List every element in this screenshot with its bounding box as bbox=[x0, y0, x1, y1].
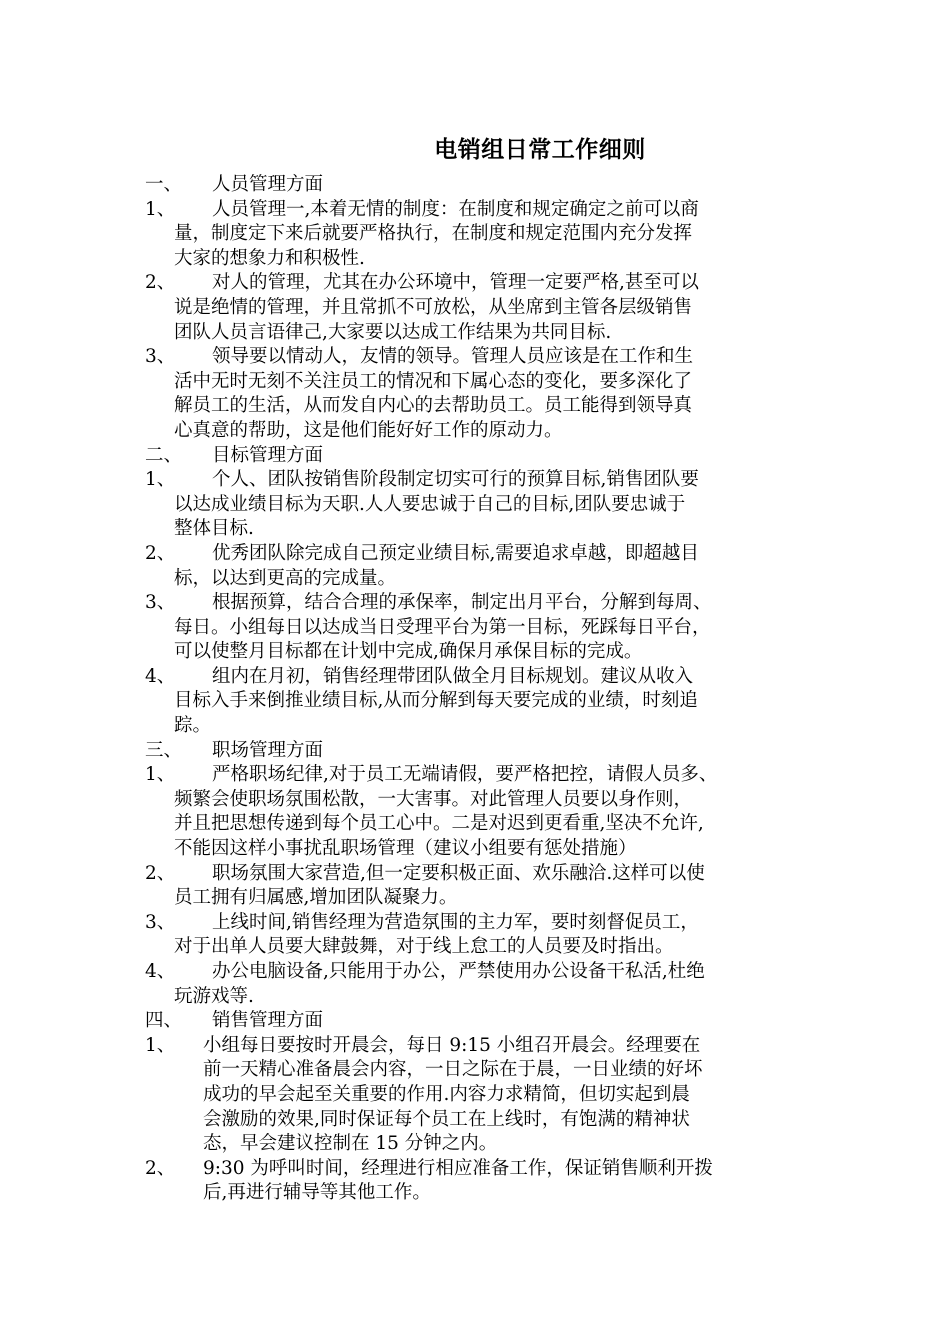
list-item bbox=[0, 911, 950, 936]
item-text-line: 会激励的效果,同时保证每个员工在上线时，有饱满的精神状 bbox=[203, 1108, 690, 1130]
item-text-line: 根据预算，结合合理的承保率，制定出月平台，分解到每周、 bbox=[212, 592, 712, 614]
item-text-line: 办公电脑设备,只能用于办公，严禁使用办公设备干私活,杜绝 bbox=[212, 961, 705, 982]
item-text-line: 员工拥有归属感,增加团队凝聚力。 bbox=[174, 887, 458, 909]
list-item bbox=[0, 763, 950, 788]
list-item bbox=[0, 1157, 950, 1182]
item-continuation bbox=[0, 640, 950, 665]
item-continuation bbox=[0, 321, 950, 346]
item-continuation bbox=[0, 689, 950, 714]
section-heading bbox=[0, 1009, 950, 1034]
item-number: 3、 bbox=[145, 592, 176, 614]
section-number: 二、 bbox=[145, 444, 183, 466]
item-text-line: 可以使整月目标都在计划中完成,确保月承保目标的完成。 bbox=[174, 641, 643, 663]
item-text-line: 9:30 为呼叫时间，经理进行相应准备工作，保证销售顺利开拨 bbox=[203, 1157, 713, 1179]
item-continuation bbox=[0, 1083, 950, 1108]
item-text-line: 玩游戏等. bbox=[174, 985, 254, 1007]
item-continuation bbox=[0, 419, 950, 444]
list-item bbox=[0, 542, 950, 567]
item-number: 3、 bbox=[145, 346, 176, 368]
item-continuation bbox=[0, 837, 950, 862]
item-continuation bbox=[0, 1058, 950, 1083]
item-text-line: 小组每日要按时开晨会，每日 9:15 小组召开晨会。经理要在 bbox=[203, 1034, 701, 1056]
item-text-line: 团队人员言语律己,大家要以达成工作结果为共同目标. bbox=[174, 321, 612, 343]
item-number: 1、 bbox=[145, 469, 176, 491]
item-text-line: 心真意的帮助，这是他们能好好工作的原动力。 bbox=[174, 419, 563, 441]
list-item bbox=[0, 960, 950, 985]
item-text-line: 对人的管理，尤其在办公环境中，管理一定要严格,甚至可以 bbox=[212, 272, 699, 294]
item-continuation bbox=[0, 222, 950, 247]
item-text-line: 前一天精心准备晨会内容，一日之际在于晨，一日业绩的好坏 bbox=[203, 1059, 703, 1081]
item-number: 2、 bbox=[145, 272, 176, 294]
item-text-line: 组内在月初，销售经理带团队做全月目标规划。建议从收入 bbox=[212, 665, 694, 687]
item-number: 2、 bbox=[145, 862, 176, 884]
document-title: 电销组日常工作细则 bbox=[434, 137, 646, 163]
item-continuation bbox=[0, 714, 950, 739]
item-text-line: 标，以达到更高的完成量。 bbox=[174, 567, 397, 589]
item-continuation bbox=[0, 1132, 950, 1157]
list-item bbox=[0, 1034, 950, 1059]
item-number: 2、 bbox=[145, 1157, 176, 1179]
item-text-line: 对于出单人员要大肆鼓舞，对于线上怠工的人员要及时指出。 bbox=[174, 936, 674, 958]
item-number: 2、 bbox=[145, 542, 176, 564]
list-item bbox=[0, 345, 950, 370]
item-text-line: 频繁会使职场氛围松散，一大害事。对此管理人员要以身作则， bbox=[174, 788, 693, 810]
item-number: 4、 bbox=[145, 665, 176, 687]
item-text-line: 不能因这样小事扰乱职场管理（建议小组要有惩处措施） bbox=[174, 838, 637, 860]
item-continuation bbox=[0, 1108, 950, 1133]
item-continuation bbox=[0, 935, 950, 960]
item-text-line: 大家的想象力和积极性. bbox=[174, 247, 365, 269]
section-number: 四、 bbox=[145, 1010, 183, 1032]
item-continuation bbox=[0, 517, 950, 542]
item-continuation bbox=[0, 296, 950, 321]
item-continuation bbox=[0, 1181, 950, 1206]
item-text-line: 优秀团队除完成自己预定业绩目标,需要追求卓越，即超越目 bbox=[212, 542, 699, 564]
item-text-line: 上线时间,销售经理为营造氛围的主力军，要时刻督促员工， bbox=[212, 911, 699, 933]
section-heading bbox=[0, 444, 950, 469]
section-number: 一、 bbox=[145, 174, 183, 195]
item-text-line: 严格职场纪律,对于员工无端请假，要严格把控，请假人员多、 bbox=[212, 764, 718, 786]
item-text-line: 个人、团队按销售阶段制定切实可行的预算目标,销售团队要 bbox=[212, 469, 699, 491]
item-continuation bbox=[0, 370, 950, 395]
section-number: 三、 bbox=[145, 739, 183, 761]
item-number: 4、 bbox=[145, 961, 176, 982]
list-item bbox=[0, 862, 950, 887]
item-continuation bbox=[0, 886, 950, 911]
list-item bbox=[0, 591, 950, 616]
item-continuation bbox=[0, 788, 950, 813]
section-heading bbox=[0, 173, 950, 198]
item-text-line: 并且把思想传递到每个员工心中。二是对迟到更看重,坚决不允许, bbox=[174, 813, 704, 835]
item-text-line: 每日。小组每日以达成当日受理平台为第一目标，死踩每日平台， bbox=[174, 616, 711, 638]
item-continuation bbox=[0, 493, 950, 518]
list-item bbox=[0, 665, 950, 690]
item-text-line: 踪。 bbox=[174, 715, 212, 737]
item-number: 3、 bbox=[145, 911, 176, 933]
item-text-line: 整体目标. bbox=[174, 518, 254, 540]
item-number: 1、 bbox=[145, 198, 176, 220]
item-text-line: 解员工的生活，从而发自内心的去帮助员工。员工能得到领导真 bbox=[174, 395, 693, 417]
item-text-line: 活中无时无刻不关注员工的情况和下属心态的变化，要多深化了 bbox=[174, 370, 693, 392]
section-title: 人员管理方面 bbox=[212, 174, 324, 195]
item-text-line: 说是绝情的管理，并且常抓不可放松，从坐席到主管各层级销售 bbox=[174, 296, 693, 318]
item-continuation bbox=[0, 812, 950, 837]
item-text-line: 职场氛围大家营造,但一定要积极正面、欢乐融洽.这样可以使 bbox=[212, 862, 705, 884]
item-text-line: 后,再进行辅导等其他工作。 bbox=[203, 1182, 431, 1204]
item-text-line: 量，制度定下来后就要严格执行，在制度和规定范围内充分发挥 bbox=[174, 223, 693, 245]
item-text-line: 人员管理一,本着无情的制度：在制度和规定确定之前可以商 bbox=[212, 198, 699, 220]
section-title: 目标管理方面 bbox=[212, 444, 324, 466]
section-title: 职场管理方面 bbox=[212, 739, 324, 761]
item-text-line: 以达成业绩目标为天职.人人要忠诚于自己的目标,团队要忠诚于 bbox=[174, 493, 686, 515]
section-heading bbox=[0, 739, 950, 764]
section-title: 销售管理方面 bbox=[212, 1010, 324, 1032]
list-item bbox=[0, 271, 950, 296]
document-body bbox=[0, 173, 950, 1206]
item-number: 1、 bbox=[145, 1034, 176, 1056]
item-text-line: 目标入手来倒推业绩目标,从而分解到每天要完成的业绩，时刻追 bbox=[174, 690, 698, 712]
item-text-line: 态，早会建议控制在 15 分钟之内。 bbox=[203, 1133, 498, 1155]
item-continuation bbox=[0, 567, 950, 592]
item-number: 1、 bbox=[145, 764, 176, 786]
list-item bbox=[0, 198, 950, 223]
item-text-line: 领导要以情动人，友情的领导。管理人员应该是在工作和生 bbox=[212, 346, 694, 368]
item-continuation bbox=[0, 616, 950, 641]
item-text-line: 成功的早会起至关重要的作用.内容力求精简，但切实起到晨 bbox=[203, 1083, 690, 1105]
item-continuation bbox=[0, 247, 950, 272]
list-item bbox=[0, 468, 950, 493]
item-continuation bbox=[0, 985, 950, 1010]
item-continuation bbox=[0, 394, 950, 419]
